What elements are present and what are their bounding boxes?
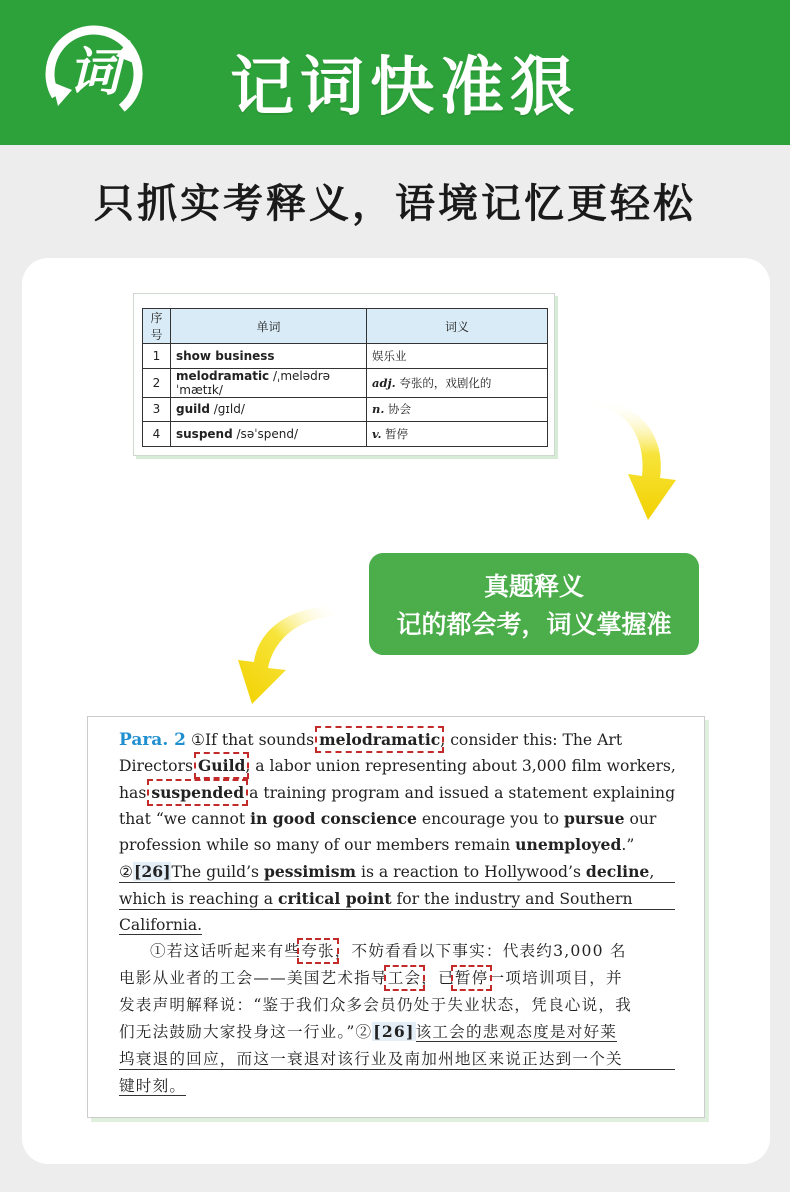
page-title: 记词快准狠 [230,51,580,125]
paragraph-label: Para. 2 [119,730,186,750]
sentence-marker: ② [119,863,133,881]
row-number: 4 [143,422,171,447]
translation-line: 坞衰退的回应，而这一衰退对该行业及南加州地区来说正达到一个关 [119,1049,675,1070]
table-row [143,397,548,422]
column-header-word: 单词 [171,309,367,344]
phonetic-text: /ˌmelədrəˈmætɪk/ [176,368,331,397]
translation-line: 电影从业者的工会——美国艺术指导工会，已暂停一项培训项目，并 [119,969,623,987]
row-number: 1 [143,344,171,369]
table-row [143,344,548,369]
question-tag: [26] [133,862,171,881]
part-of-speech: adj. [372,375,396,390]
meaning-text: 娱乐业 [372,348,407,363]
sentence-marker: ① [190,731,205,749]
sentence-marker: ② [355,1023,373,1041]
logo-char: 词 [67,43,121,103]
vocabulary-table-card [133,293,555,456]
row-meaning [367,397,548,422]
row-word [171,344,367,369]
phonetic-text: /ɡɪld/ [209,402,245,417]
passage-line: California. [119,916,203,934]
meaning-text: 暂停 [381,426,409,441]
word-text: suspend [176,426,233,441]
highlighted-word: melodramatic [319,730,441,749]
highlighted-word: suspended [151,783,245,802]
passage-line: has suspended a training program and issued a statement explaining [119,783,676,802]
passage-line: which is reaching a critical point for the industry and Southern [119,889,675,910]
part-of-speech: v. [372,426,382,441]
question-tag: [26] [373,1022,415,1041]
highlighted-word: 工会 [387,969,422,987]
passage-line: that “we cannot in good conscience encourage you to pursue our [119,809,657,828]
reading-passage [87,716,705,1118]
curved-arrow-down-left-icon [210,600,340,710]
row-number: 3 [143,397,171,422]
passage-line: ②[26]The guild’s pessimism is a reaction to Hollywood’s decline, [119,862,675,883]
row-meaning [367,344,548,369]
part-of-speech: n. [372,402,385,417]
column-header-meaning: 词义 [367,309,548,344]
table-header-row [143,309,548,344]
header-banner [0,0,790,145]
highlighted-word: 暂停 [454,969,489,987]
row-word [171,422,367,447]
subtitle: 只抓实考释义，语境记忆更轻松 [94,181,696,227]
table-row [143,422,548,447]
translation-line: 发表声明解释说：“鉴于我们众多会员仍处于失业状态，凭良心说，我 [119,996,632,1014]
word-text: show business [176,348,275,363]
translation-line: 们无法鼓励大家投身这一行业。”②[26]该工会的悲观态度是对好莱 [119,1022,618,1041]
row-number: 2 [143,368,171,397]
highlighted-word: Guild [197,756,246,775]
phonetic-text: /səˈspend/ [232,426,299,441]
meaning-text: 协会 [384,402,412,417]
meaning-text: 夸张的，戏剧化的 [395,375,492,390]
curved-arrow-down-icon [588,400,688,530]
row-word [171,397,367,422]
callout-line-1: 真题释义 [483,572,584,601]
translation-line: 键时刻。 [119,1077,187,1095]
row-meaning [367,422,548,447]
row-word [171,368,367,397]
word-text: melodramatic [176,368,270,383]
vocabulary-table [142,308,548,447]
highlighted-word: 夸张 [301,942,335,960]
translation-line: ①若这话听起来有些夸张，不妨看看以下事实：代表约3,000 名 [150,942,627,960]
column-header-number: 序号 [143,309,171,344]
passage-line: profession while so many of our members remain unemployed.” [119,835,635,854]
vocabulary-logo-icon [38,20,150,128]
callout-box [369,553,699,655]
sentence-marker: ① [150,942,167,960]
row-meaning [367,368,548,397]
word-text: guild [176,402,210,417]
passage-line: Para. 2 ①If that sounds melodramatic, consider this: The Art [119,730,623,750]
passage-line: Directors Guild, a labor union representing about 3,000 film workers, [119,756,676,775]
table-row [143,368,548,397]
callout-line-2: 记的都会考，词义掌握准 [396,610,672,639]
